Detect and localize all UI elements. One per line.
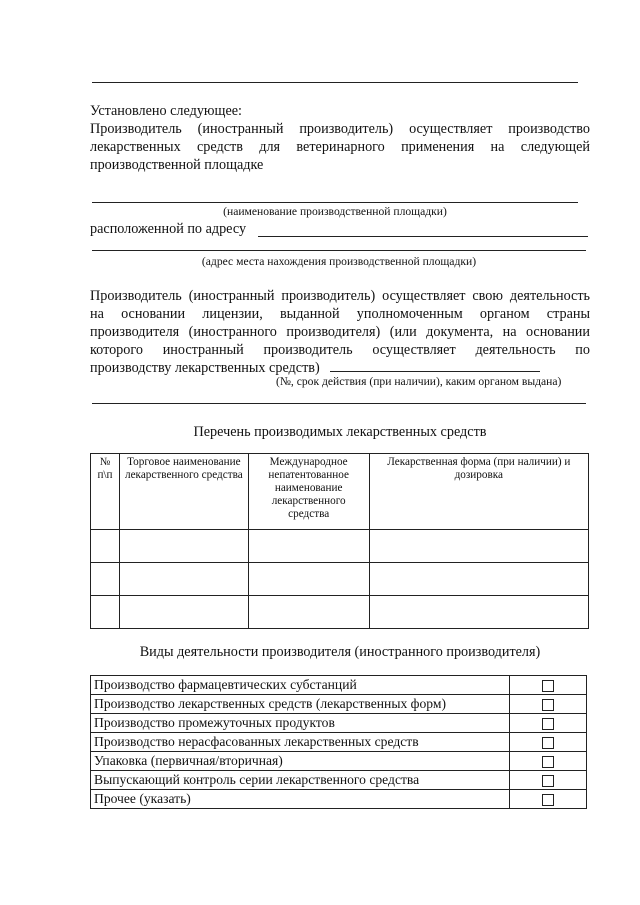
intro-line-3: производственной площадке — [90, 157, 264, 173]
activities-title: Виды деятельности производителя (иностранного производителя) — [139, 644, 541, 660]
activity-label: Прочее (указать) — [91, 790, 510, 809]
license-caption: (№, срок действия (при наличии), каким органом выдана) — [276, 375, 562, 388]
table-cell[interactable] — [91, 530, 120, 563]
license-line-3: производителя (иностранного производителя) (или документа, на основании — [90, 324, 590, 340]
address-caption: (адрес места нахождения производственной площадки) — [201, 255, 477, 268]
license-line-bottom[interactable] — [92, 403, 586, 404]
header-form-dosage: Лекарственная форма (при наличии) и дозировка — [369, 454, 588, 530]
license-line-1: Производитель (иностранный производитель) осуществляет свою деятельность — [90, 288, 590, 304]
checkbox-icon[interactable] — [542, 756, 554, 768]
activity-row — [91, 695, 587, 714]
table-row — [91, 596, 589, 629]
activity-label: Производство нерасфасованных лекарственных средств — [91, 733, 510, 752]
header-number: № п\п — [91, 454, 120, 530]
table-cell[interactable] — [91, 596, 120, 629]
activities-table — [90, 675, 587, 809]
table-cell[interactable] — [91, 563, 120, 596]
address-label: расположенной по адресу — [90, 221, 247, 237]
checkbox-icon[interactable] — [542, 737, 554, 749]
address-line-1[interactable] — [258, 236, 588, 237]
intro-line-2: лекарственных средств для ветеринарного применения на следующей — [90, 139, 590, 155]
address-line-2[interactable] — [92, 250, 586, 251]
activity-row — [91, 752, 587, 771]
table-cell[interactable] — [369, 530, 588, 563]
activity-label: Производство промежуточных продуктов — [91, 714, 510, 733]
table-cell[interactable] — [369, 563, 588, 596]
activity-label: Упаковка (первичная/вторичная) — [91, 752, 510, 771]
medicines-header-row — [91, 454, 589, 530]
table-cell[interactable] — [248, 596, 369, 629]
license-line-5: производству лекарственных средств) — [90, 360, 320, 376]
table-row — [91, 530, 589, 563]
header-trade-name: Торговое наименование лекарственного средства — [119, 454, 248, 530]
table-cell[interactable] — [119, 596, 248, 629]
site-name-line[interactable] — [92, 202, 578, 203]
table-cell[interactable] — [248, 530, 369, 563]
checkbox-icon[interactable] — [542, 680, 554, 692]
medicines-title: Перечень производимых лекарственных средств — [193, 424, 487, 440]
license-fill-line[interactable] — [330, 371, 540, 372]
medicines-table — [90, 453, 589, 629]
license-line-4: которого иностранный производитель осуществляет деятельность по — [90, 342, 590, 358]
activity-row — [91, 714, 587, 733]
activity-row — [91, 733, 587, 752]
intro-heading: Установлено следующее: — [90, 103, 242, 119]
checkbox-icon[interactable] — [542, 775, 554, 787]
checkbox-icon[interactable] — [542, 699, 554, 711]
checkbox-icon[interactable] — [542, 794, 554, 806]
activity-label: Производство лекарственных средств (лекарственных форм) — [91, 695, 510, 714]
checkbox-icon[interactable] — [542, 718, 554, 730]
top-rule — [92, 82, 578, 83]
site-name-caption: (наименование производственной площадки) — [223, 205, 447, 218]
activity-row — [91, 790, 587, 809]
activity-row — [91, 676, 587, 695]
intro-line-1: Производитель (иностранный производитель) осуществляет производство — [90, 121, 590, 137]
activity-row — [91, 771, 587, 790]
activity-label: Производство фармацевтических субстанций — [91, 676, 510, 695]
table-cell[interactable] — [248, 563, 369, 596]
license-line-2: на основании лицензии, выданной уполномоченным органом страны — [90, 306, 590, 322]
activity-label: Выпускающий контроль серии лекарственного средства — [91, 771, 510, 790]
header-inn: Международное непатентованное наименование лекарственного средства — [248, 454, 369, 530]
table-cell[interactable] — [119, 530, 248, 563]
table-cell[interactable] — [119, 563, 248, 596]
table-row — [91, 563, 589, 596]
table-cell[interactable] — [369, 596, 588, 629]
